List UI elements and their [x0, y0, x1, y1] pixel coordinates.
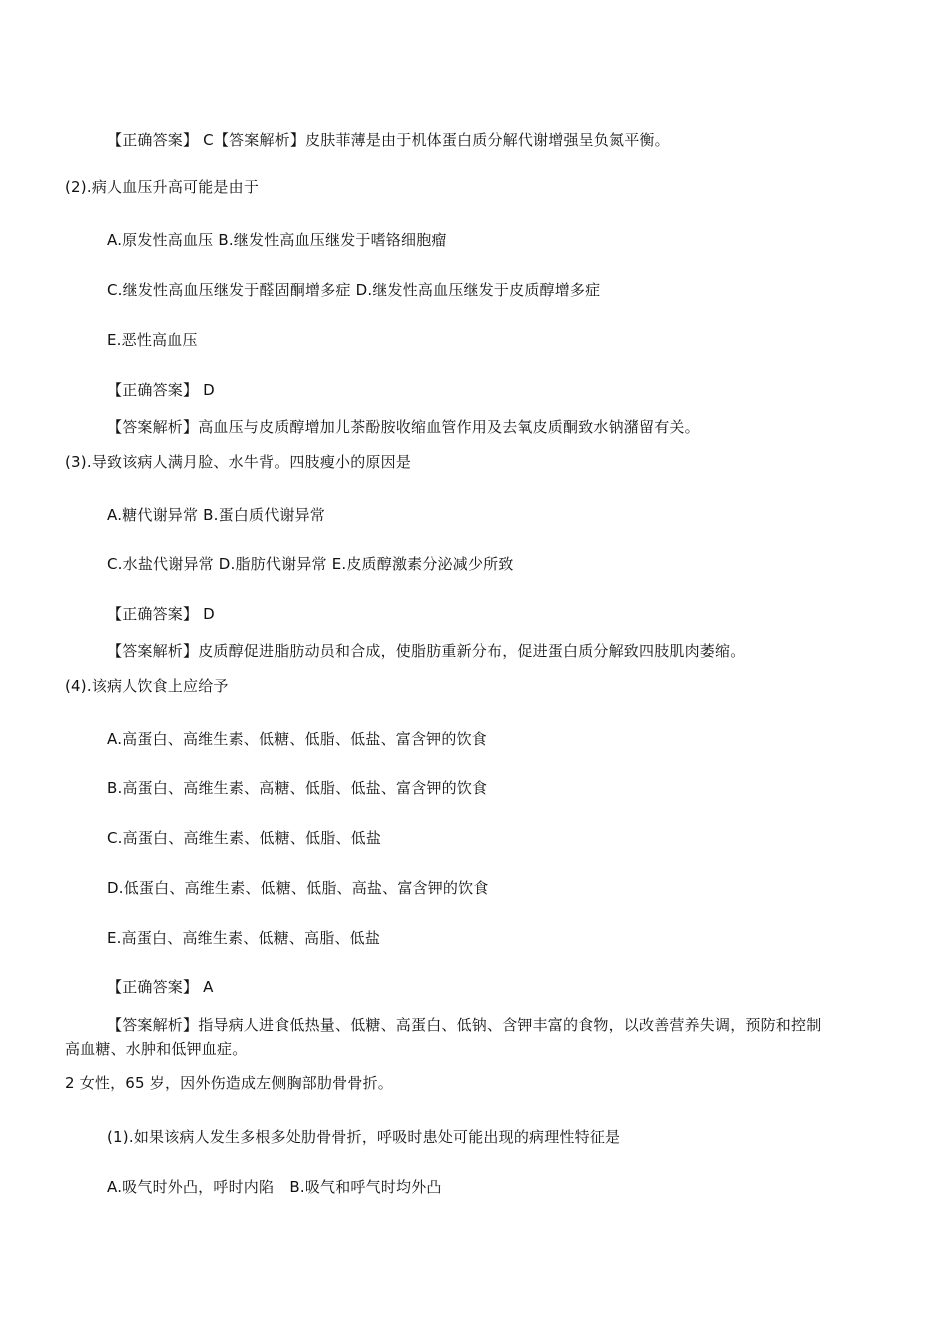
question-4-correct-answer: 【正确答案】 A	[107, 978, 214, 996]
question-4-option-e: E.高蛋白、高维生素、低糖、高脂、低盐	[107, 929, 381, 947]
question-4-explanation-line1: 【答案解析】指导病人进食低热量、低糖、高蛋白、低钠、含钾丰富的食物，以改善营养失调，预防和控制	[107, 1016, 822, 1034]
question-4-option-d: D.低蛋白、高维生素、低糖、低脂、高盐、富含钾的饮食	[107, 879, 489, 897]
question-3-options-ab: A.糖代谢异常 B.蛋白质代谢异常	[107, 506, 325, 524]
question-2-explanation: 【答案解析】高血压与皮质醇增加儿茶酚胺收缩血管作用及去氧皮质酮致水钠潴留有关。	[107, 418, 700, 436]
question-4-option-a: A.高蛋白、高维生素、低糖、低脂、低盐、富含钾的饮食	[107, 730, 487, 748]
question-3-correct-answer: 【正确答案】 D	[107, 605, 215, 623]
question-3-stem: (3).导致该病人满月脸、水牛背。四肢瘦小的原因是	[65, 453, 412, 471]
question-2-options-ab: A.原发性高血压 B.继发性高血压继发于嗜铬细胞瘤	[107, 231, 447, 249]
question-2-correct-answer: 【正确答案】 D	[107, 381, 215, 399]
question-4-explanation-line2: 高血糖、水肿和低钾血症。	[65, 1040, 248, 1058]
question-4-option-b: B.高蛋白、高维生素、高糖、低脂、低盐、富含钾的饮食	[107, 779, 488, 797]
answer-line-q1: 【正确答案】 C【答案解析】皮肤菲薄是由于机体蛋白质分解代谢增强呈负氮平衡。	[107, 131, 670, 149]
question-2-stem: (2).病人血压升高可能是由于	[65, 178, 260, 196]
question-3-options-cde: C.水盐代谢异常 D.脂肪代谢异常 E.皮质醇激素分泌减少所致	[107, 555, 514, 573]
question-3-explanation: 【答案解析】皮质醇促进脂肪动员和合成，使脂肪重新分布，促进蛋白质分解致四肢肌肉萎缩。	[107, 642, 746, 660]
case-2-question-1-options-ab: A.吸气时外凸，呼时内陷 B.吸气和呼气时均外凸	[107, 1178, 442, 1196]
question-2-options-cd: C.继发性高血压继发于醛固酮增多症 D.继发性高血压继发于皮质醇增多症	[107, 281, 601, 299]
case-2-stem: 2 女性，65 岁，因外伤造成左侧胸部肋骨骨折。	[65, 1074, 393, 1092]
case-2-question-1-stem: (1).如果该病人发生多根多处肋骨骨折，呼吸时患处可能出现的病理性特征是	[107, 1128, 621, 1146]
question-4-option-c: C.高蛋白、高维生素、低糖、低脂、低盐	[107, 829, 382, 847]
question-2-option-e: E.恶性高血压	[107, 331, 198, 349]
question-4-stem: (4).该病人饮食上应给予	[65, 677, 229, 695]
